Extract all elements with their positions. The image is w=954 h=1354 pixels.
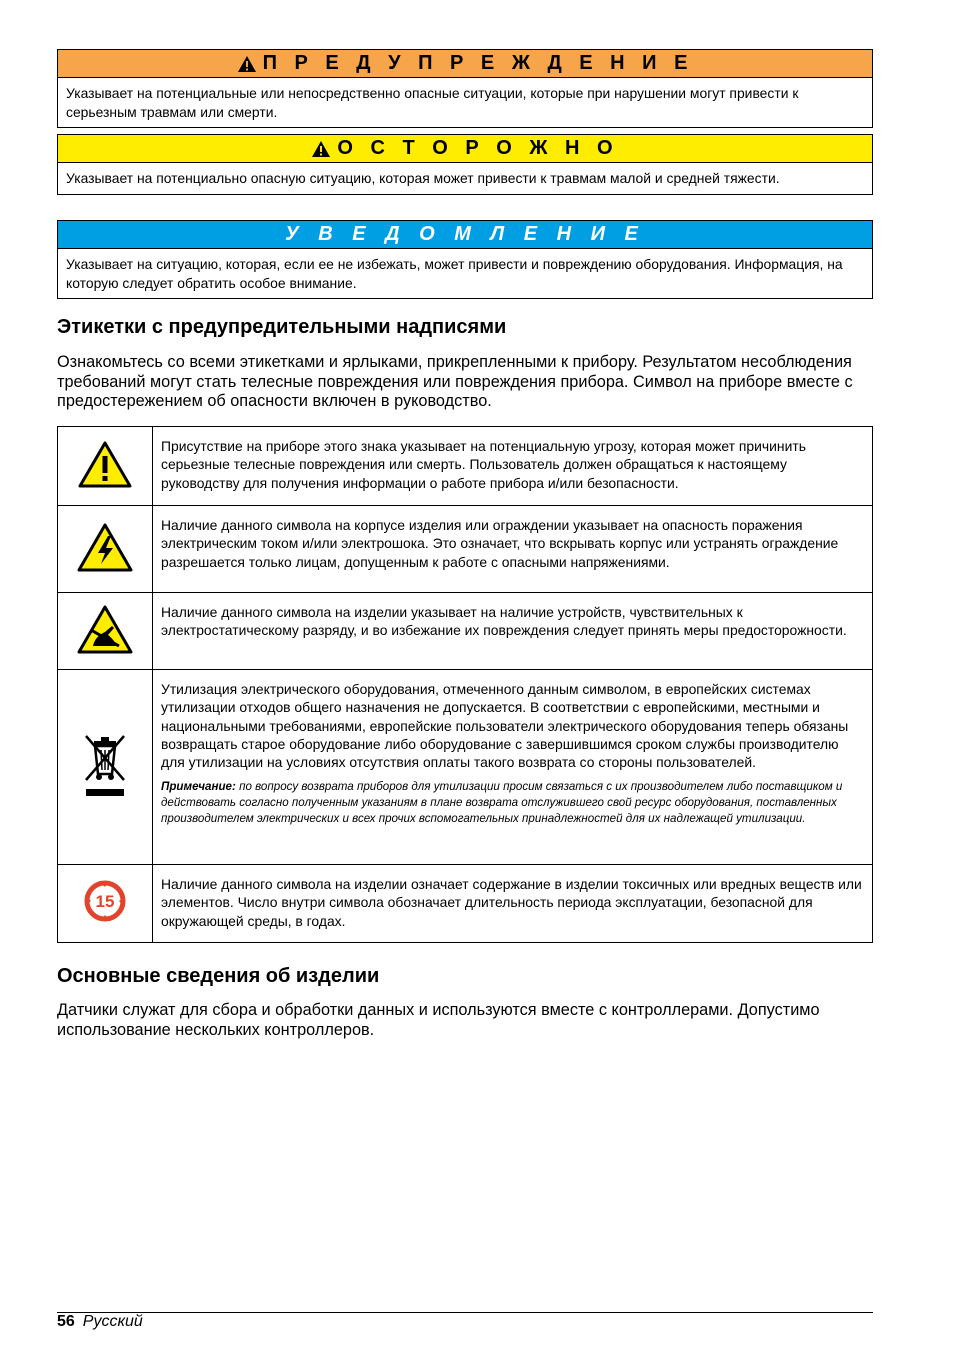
notice-text: Указывает на ситуацию, которая, если ее не избежать, может привести и повреждению оборудования. Информация, на которую следует обратить особое внимание. bbox=[66, 256, 843, 291]
icon-cell bbox=[58, 427, 153, 506]
row-text: Наличие данного символа на изделии означает содержание в изделии токсичных или вредных веществ или элементов. Число внутри символа обозначает длительность периода эксплуатации, безопасной для окружающей среды, в годах. bbox=[153, 865, 873, 943]
table-row bbox=[58, 670, 873, 865]
table-row bbox=[58, 865, 873, 943]
warning-box bbox=[57, 49, 873, 128]
notice-box bbox=[57, 220, 873, 299]
row-text: Наличие данного символа на изделии указывает на наличие устройств, чувствительных к электростатическому разряду, и во избежание их повреждения следует принять меры предосторожности. bbox=[153, 593, 873, 670]
row-text: Наличие данного символа на корпусе изделия или ограждении указывает на опасность поражения электрическим током и/или электрошока. Это означает, что вскрывать корпус или устранять ограждение разрешается только лицам, допущенным к работе с опасными напряжениями. bbox=[153, 506, 873, 593]
page-number: 56 bbox=[57, 1313, 75, 1330]
warning-header bbox=[58, 50, 872, 78]
row-text bbox=[153, 670, 873, 865]
product-heading: Основные сведения об изделии bbox=[57, 965, 380, 987]
warning-title: П Р Е Д У П Р Е Ж Д Е Н И Е bbox=[262, 52, 694, 74]
icon-cell bbox=[58, 670, 153, 865]
footer-language: Русский bbox=[82, 1313, 143, 1330]
safety-labels-table bbox=[57, 426, 873, 943]
caution-header bbox=[58, 135, 872, 163]
page-footer bbox=[57, 1313, 143, 1331]
weee-text: Утилизация электрического оборудования, отмеченного данным символом, в европейских системах утилизации отходов общего назначения не допускается. В соответствии с европейскими, местными и национальными требованиями, европейские пользователи электрического оборудования теперь обязаны возвращать старое оборудование либо оборудование с завершившимся сроком службы производителю для утилизации на условиях отсутствия оплаты такого возврата со стороны пользователей. bbox=[161, 681, 849, 771]
note-text: по вопросу возврата приборов для утилизации просим связаться с их производителем либо поставщиком и действовать согласно полученным указаниям в плане возврата отслужившего свой ресурс оборудования, поставленных производителем электрических и всех прочих вспомогательных принадлежностей для их надлежащей утилизации. bbox=[161, 780, 843, 826]
caution-title: О С Т О Р О Ж Н О bbox=[337, 137, 619, 159]
notice-title: У В Е Д О М Л Е Н И Е bbox=[285, 223, 645, 245]
warning-triangle-icon bbox=[237, 55, 257, 73]
caution-box bbox=[57, 134, 873, 195]
icon-cell bbox=[58, 593, 153, 670]
table-row bbox=[58, 506, 873, 593]
electric-shock-icon bbox=[77, 522, 133, 572]
table-row bbox=[58, 593, 873, 670]
table-row bbox=[58, 427, 873, 506]
efup-15-icon bbox=[81, 877, 129, 925]
warning-text: Указывает на потенциальные или непосредственно опасные ситуации, которые при нарушении могут привести к серьезным травмам или смерти. bbox=[66, 85, 799, 120]
weee-note bbox=[161, 779, 864, 826]
icon-cell bbox=[58, 865, 153, 943]
icon-cell bbox=[58, 506, 153, 593]
caution-text: Указывает на потенциально опасную ситуацию, которая может привести к травмам малой и средней тяжести. bbox=[66, 170, 780, 186]
note-label: Примечание: bbox=[161, 780, 236, 794]
labels-intro: Ознакомьтесь со всеми этикетками и ярлыками, прикрепленными к прибору. Результатом несоблюдения требований могут стать телесные повреждения или повреждения прибора. Символ на приборе вместе с предостережением об опасности включен в руководство. bbox=[57, 353, 853, 411]
notice-header bbox=[58, 221, 872, 249]
esd-sensitive-icon bbox=[77, 604, 133, 654]
efup-number: 15 bbox=[95, 892, 115, 911]
footer-divider bbox=[57, 1312, 873, 1313]
weee-crossed-bin-icon bbox=[80, 730, 130, 800]
row-text: Присутствие на приборе этого знака указывает на потенциальную угрозу, которая может причинить серьезные телесные повреждения или смерть. Пользователь должен обращаться к настоящему руководству для получения информации о работе прибора и/или безопасности. bbox=[153, 427, 873, 506]
product-text: Датчики служат для сбора и обработки данных и используются вместе с контроллерами. Допустимо использование нескольких контроллеров. bbox=[57, 1001, 820, 1039]
labels-heading: Этикетки с предупредительными надписями bbox=[57, 316, 507, 338]
warning-triangle-icon bbox=[311, 140, 331, 158]
warning-triangle-icon bbox=[78, 440, 132, 488]
